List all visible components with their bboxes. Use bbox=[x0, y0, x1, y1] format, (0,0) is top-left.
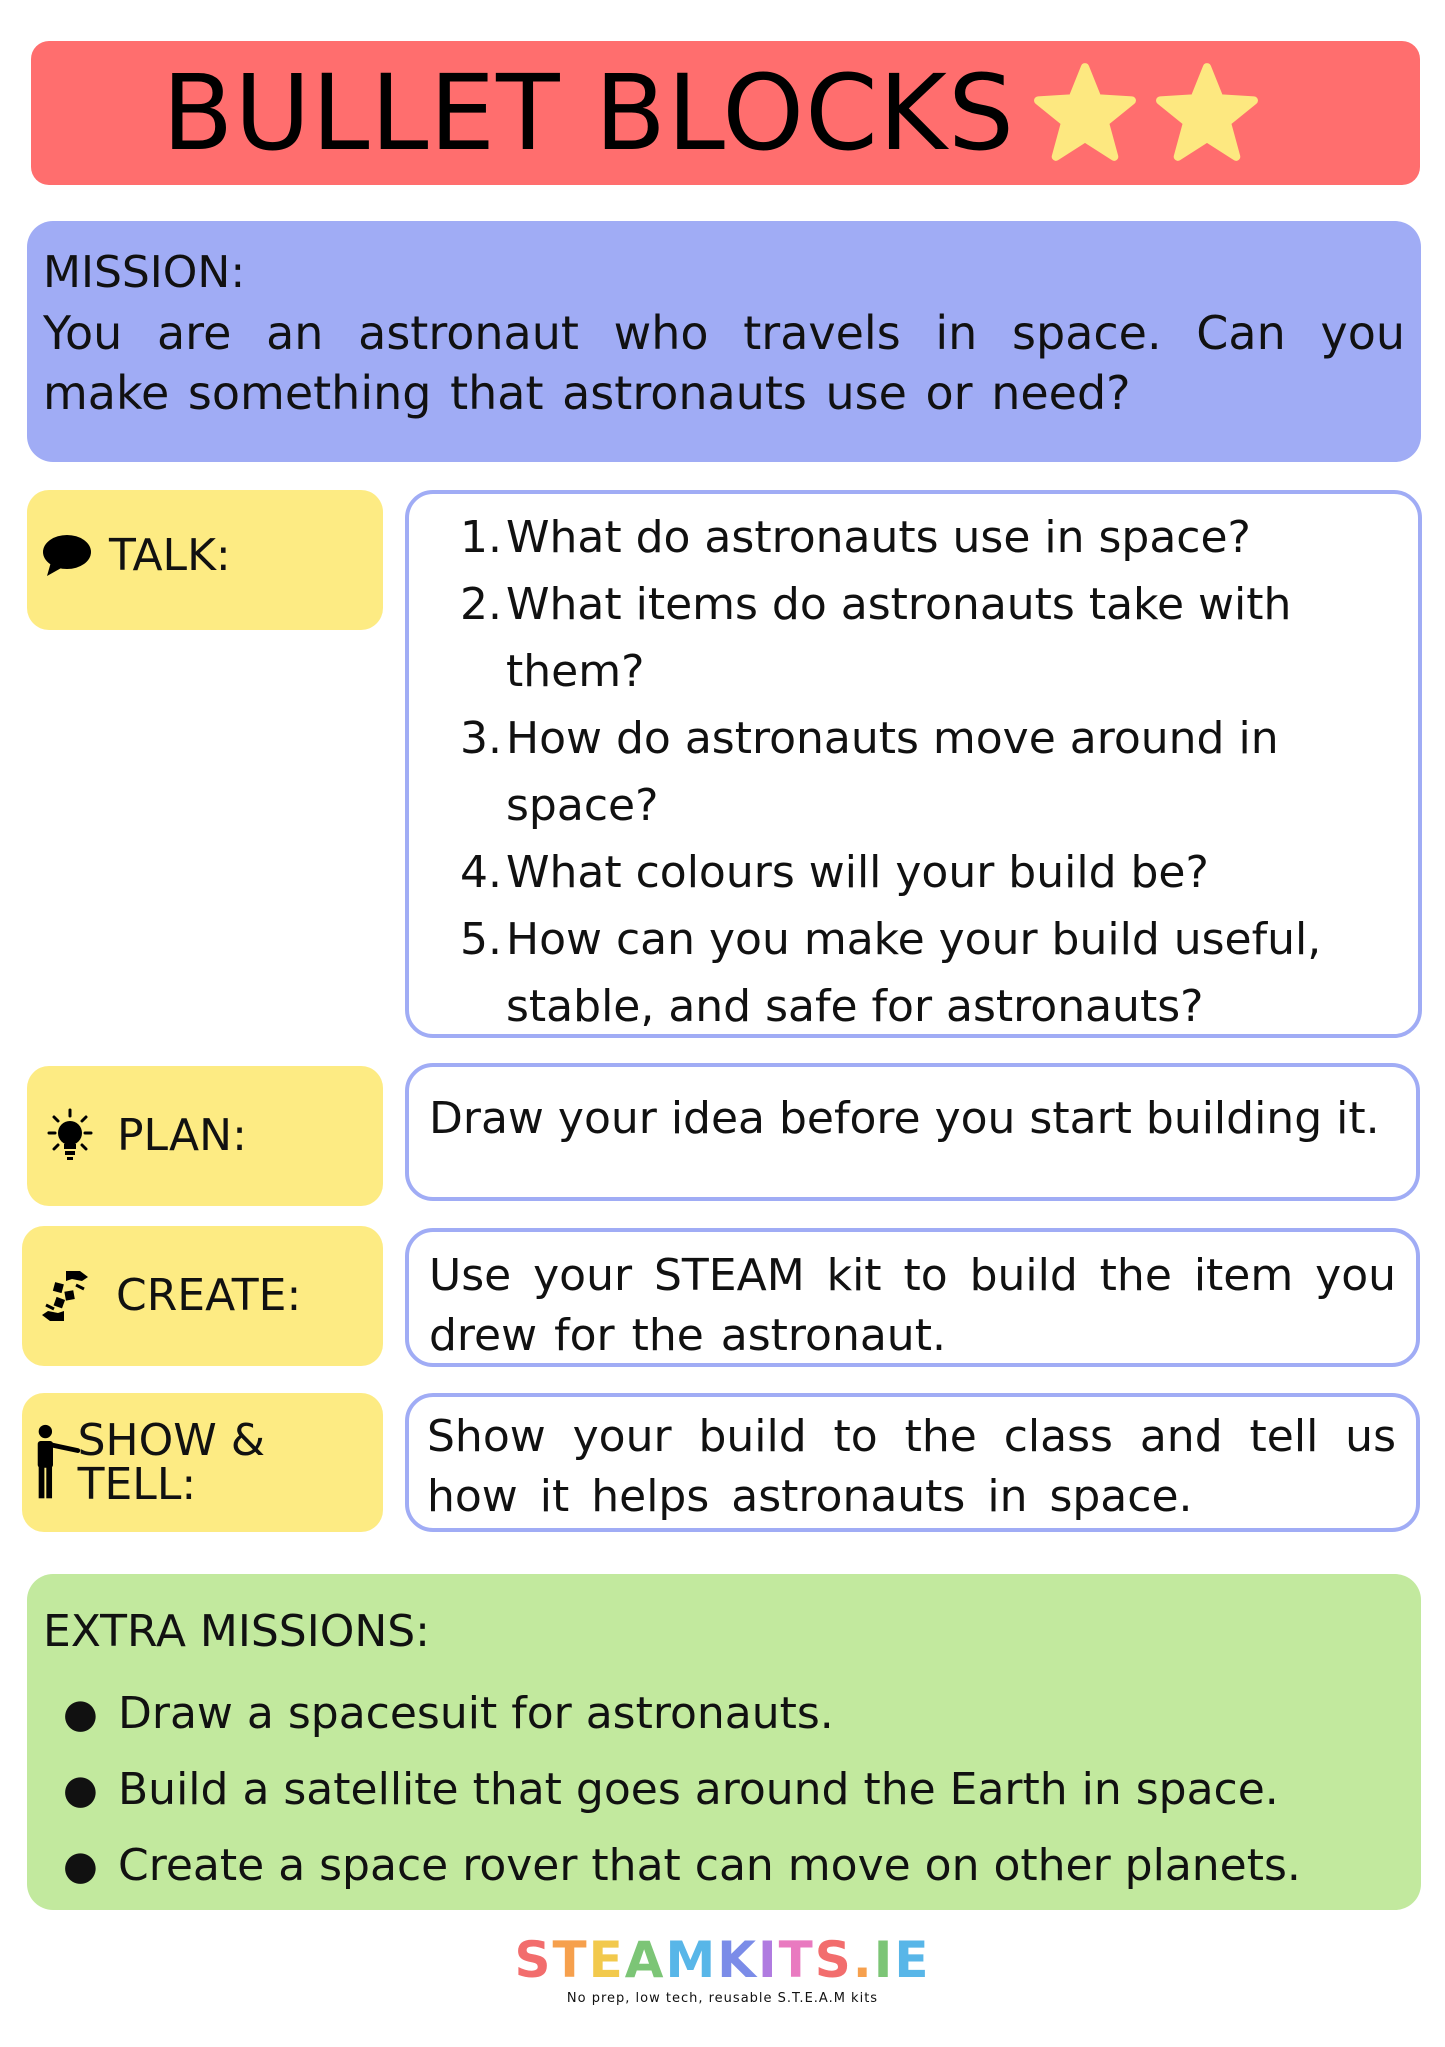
list-item: ● Create a space rover that can move on other planets. bbox=[43, 1828, 1405, 1904]
steamkits-logo: STEAMKITS.IE bbox=[514, 1931, 931, 1989]
extra-missions-box bbox=[27, 1574, 1421, 1910]
talk-question-list bbox=[409, 494, 1418, 1040]
show-tell-label: SHOW & TELL: bbox=[77, 1414, 266, 1510]
create-label-box bbox=[22, 1226, 383, 1366]
list-item: 2. What items do astronauts take with them? bbox=[460, 579, 1292, 697]
speech-bubble-icon bbox=[41, 530, 93, 582]
plan-label-box bbox=[27, 1066, 383, 1206]
show-tell-text: Show your build to the class and tell us how it helps astronauts in space. bbox=[427, 1411, 1396, 1522]
mission-title: MISSION: bbox=[43, 247, 246, 298]
talk-label: TALK: bbox=[109, 530, 231, 581]
bullet-icon: ● bbox=[63, 1843, 98, 1889]
page-title: BULLET BLOCKS bbox=[162, 52, 1015, 174]
list-item: ● Draw a spacesuit for astronauts. bbox=[43, 1676, 1405, 1752]
list-item: ● Build a satellite that goes around the Earth in space. bbox=[43, 1752, 1405, 1828]
title-bar bbox=[31, 41, 1420, 185]
star-icon bbox=[1155, 63, 1259, 163]
bullet-icon: ● bbox=[63, 1767, 98, 1813]
talk-label-box bbox=[27, 490, 383, 630]
mission-text: You are an astronaut who travels in space. Can you make something that astronauts use or need? bbox=[43, 306, 1405, 420]
plan-content-box bbox=[405, 1063, 1420, 1201]
show-tell-label-box bbox=[22, 1393, 383, 1532]
list-item: 1. What do astronauts use in space? bbox=[460, 512, 1251, 563]
lightbulb-icon bbox=[41, 1107, 99, 1165]
mission-box bbox=[27, 221, 1421, 462]
hands-blocks-icon bbox=[36, 1267, 94, 1325]
list-item: 4. What colours will your build be? bbox=[460, 847, 1209, 898]
list-item: 3. How do astronauts move around in space? bbox=[460, 713, 1279, 831]
talk-questions-box bbox=[405, 490, 1422, 1038]
show-tell-content-box bbox=[405, 1393, 1420, 1532]
create-content-box bbox=[405, 1228, 1420, 1367]
create-text: Use your STEAM kit to build the item you drew for the astronaut. bbox=[429, 1250, 1396, 1361]
create-label: CREATE: bbox=[116, 1270, 302, 1321]
star-icon bbox=[1033, 63, 1137, 163]
logo-tagline: No prep, low tech, reusable S.T.E.A.M kits bbox=[566, 1991, 879, 2006]
footer bbox=[0, 1931, 1445, 2006]
presenter-icon bbox=[32, 1422, 82, 1504]
plan-text: Draw your idea before you start building it. bbox=[429, 1093, 1380, 1144]
plan-label: PLAN: bbox=[117, 1110, 247, 1161]
list-item: 5. How can you make your build useful, stable, and safe for astronauts? bbox=[460, 914, 1322, 1032]
extra-missions-list bbox=[43, 1676, 1405, 1904]
bullet-icon: ● bbox=[63, 1691, 98, 1737]
extra-missions-title: EXTRA MISSIONS: bbox=[43, 1606, 430, 1657]
